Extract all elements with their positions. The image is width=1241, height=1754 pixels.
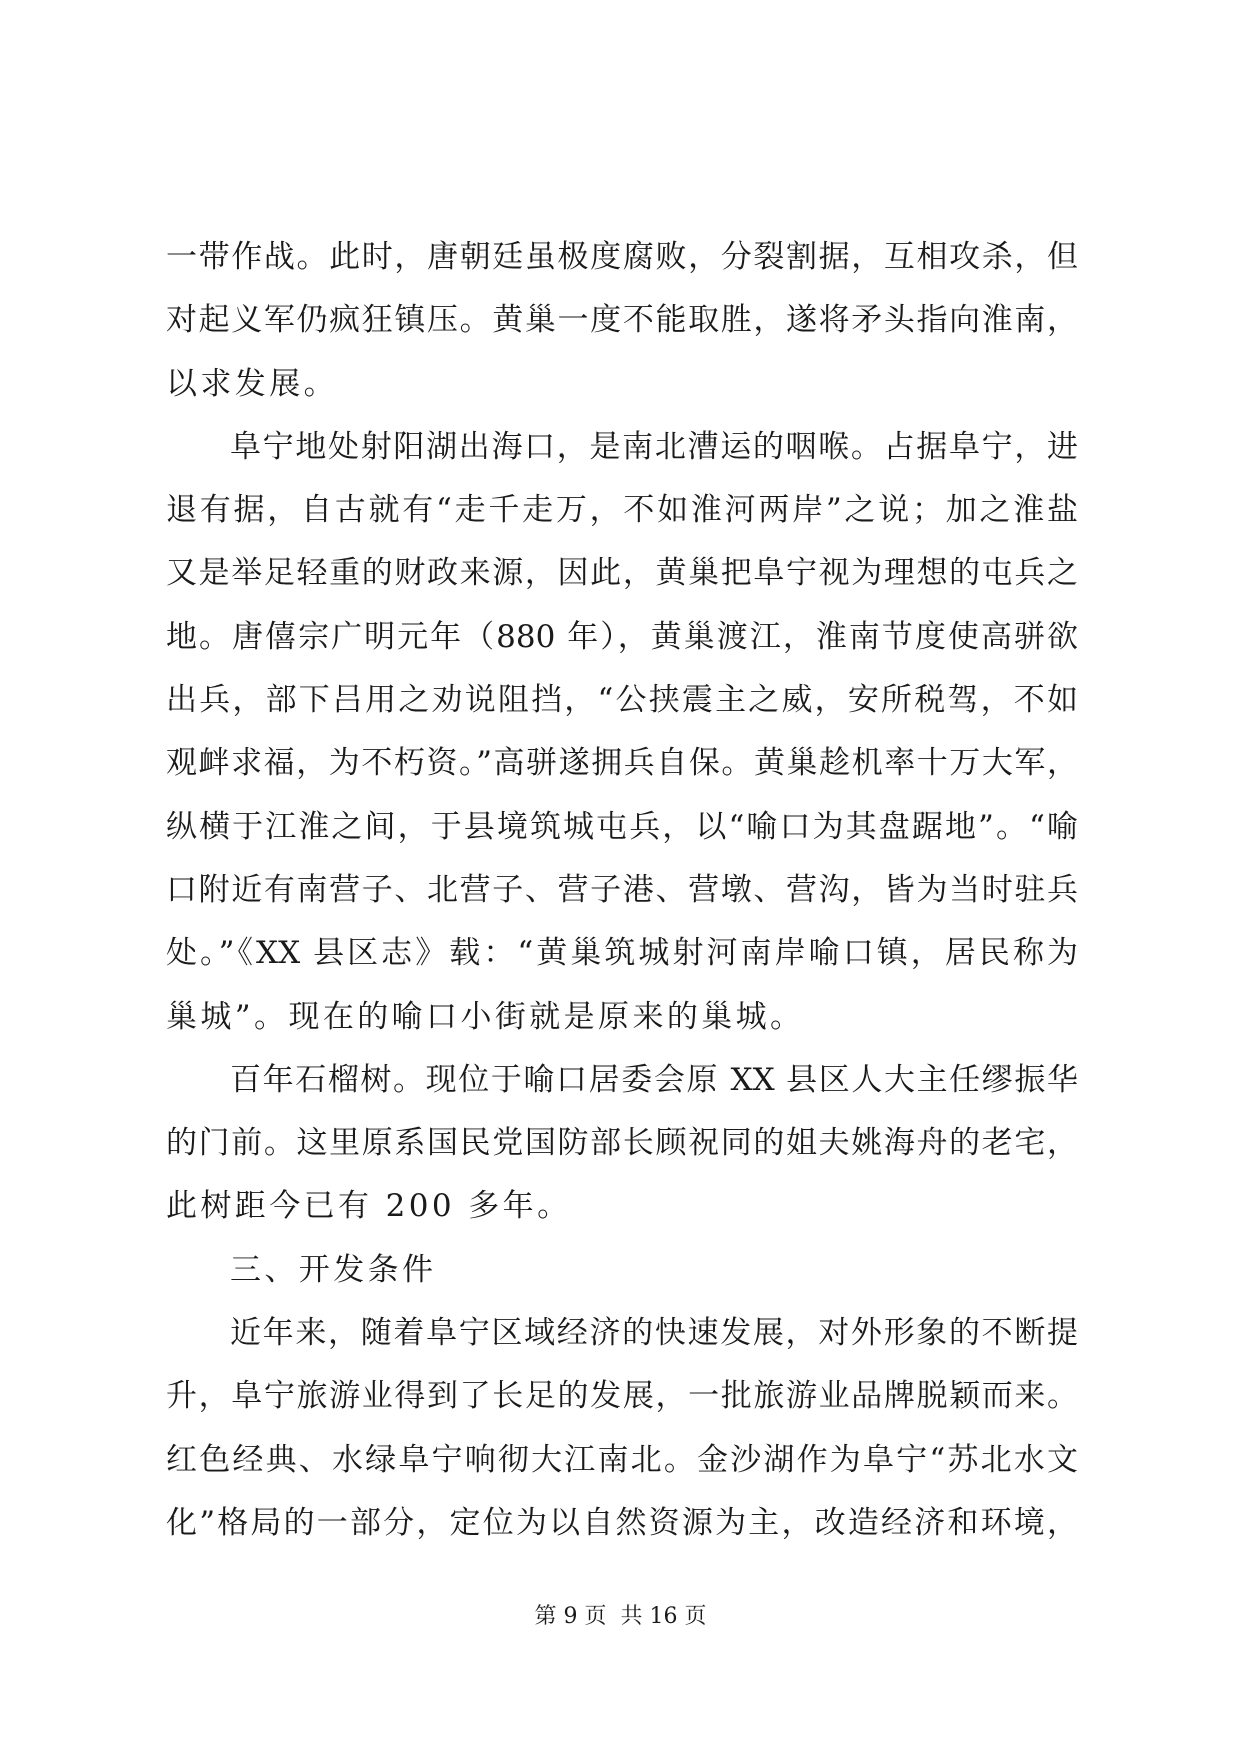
text-line: 纵横于江淮之间，于县境筑城屯兵，以“喻口为其盘踞地”。“喻 [166,808,1078,845]
text-line: 一带作战。此时，唐朝廷虽极度腐败，分裂割据，互相攻杀，但 [166,239,1078,275]
text-line: 退有据，自古就有“走千走万，不如淮河两岸”之说；加之淮盐 [166,492,1078,529]
text-line: 升，阜宁旅游业得到了长足的发展，一批旅游业品牌脱颖而来。 [166,1378,1078,1415]
text-line: 巢城”。现在的喻口小街就是原来的巢城。 [166,998,805,1035]
text-line: 红色经典、水绿阜宁响彻大江南北。金沙湖作为阜宁“苏北水文 [166,1441,1078,1478]
text-line: 口附近有南营子、北营子、营子港、营墩、营沟，皆为当时驻兵 [166,871,1078,908]
text-line: 出兵，部下吕用之劝说阻挡，“公挟震主之威，安所税驾，不如 [166,682,1078,719]
text-line: 此树距今已有 200 多年。 [166,1188,572,1225]
text-line: 处。”《XX 县区志》载：“黄巢筑城射河南岸喻口镇，居民称为 [166,935,1078,972]
body-text [166,226,1078,1555]
text-line: 观衅求福，为不朽资。”高骈遂拥兵自保。黄巢趁机率十万大军， [166,745,1078,782]
text-line: 对起义军仍疯狂镇压。黄巢一度不能取胜，遂将矛头指向淮南， [166,302,1078,339]
text-line: 又是举足轻重的财政来源，因此，黄巢把阜宁视为理想的屯兵之 [166,555,1078,592]
paragraph-first-line: 近年来，随着阜宁区域经济的快速发展，对外形象的不断提 [230,1315,1078,1352]
text-line: 化”格局的一部分，定位为以自然资源为主，改造经济和环境， [166,1504,1078,1541]
page-footer [0,1602,1241,1632]
section-heading: 三、开发条件 [230,1251,437,1288]
paragraph-first-line: 阜宁地处射阳湖出海口，是南北漕运的咽喉。占据阜宁，进 [230,428,1078,465]
text-line: 的门前。这里原系国民党国防部长顾祝同的姐夫姚海舟的老宅， [166,1125,1078,1162]
text-line: 以求发展。 [166,365,338,402]
paragraph-first-line: 百年石榴树。现位于喻口居委会原 XX 县区人大主任缪振华 [230,1061,1078,1098]
text-line: 地。唐僖宗广明元年（880 年），黄巢渡江，淮南节度使高骈欲 [166,618,1078,655]
page-number-label: 第 9 页 共 16 页 [534,1604,707,1629]
